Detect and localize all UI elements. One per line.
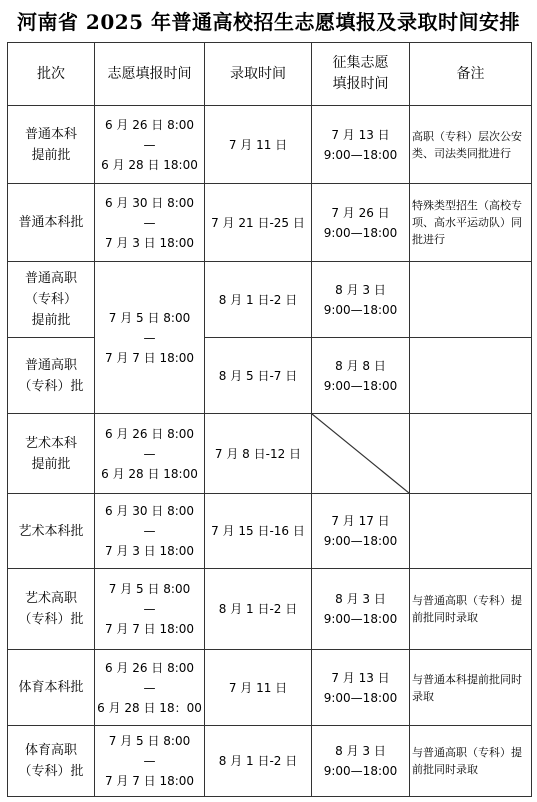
admit-time-cell: 7 月 15 日-16 日: [205, 494, 312, 569]
fill-time-cell: 7 月 5 日 8:00 — 7 月 7 日 18:00: [95, 262, 205, 414]
note-cell: 与普通高职（专科）提前批同时录取: [410, 569, 532, 650]
batch-cell: 艺术本科 提前批: [8, 414, 95, 494]
batch-cell: 普通高职 （专科） 提前批: [8, 262, 95, 338]
admit-time-cell: 8 月 1 日-2 日: [205, 569, 312, 650]
header-admit-time: 录取时间: [205, 43, 312, 106]
fill-time-cell: 6 月 26 日 8:00 — 6 月 28 日 18：00: [95, 650, 205, 726]
table-row: [8, 726, 532, 797]
admit-time-cell: 7 月 8 日-12 日: [205, 414, 312, 494]
solicit-time-cell: 8 月 3 日 9:00—18:00: [312, 569, 410, 650]
admit-time-cell: 7 月 11 日: [205, 106, 312, 184]
table-row: [8, 494, 532, 569]
solicit-time-cell-empty: [312, 414, 410, 494]
admit-time-cell: 8 月 1 日-2 日: [205, 262, 312, 338]
header-row: [8, 43, 532, 106]
table-row: [8, 184, 532, 262]
note-cell: 与普通高职（专科）提前批同时录取: [410, 726, 532, 797]
fill-time-cell: 6 月 30 日 8:00 — 7 月 3 日 18:00: [95, 494, 205, 569]
fill-time-cell: 7 月 5 日 8:00 — 7 月 7 日 18:00: [95, 569, 205, 650]
admit-time-cell: 7 月 21 日-25 日: [205, 184, 312, 262]
table-row: [8, 650, 532, 726]
note-cell: [410, 494, 532, 569]
note-cell: 与普通本科提前批同时录取: [410, 650, 532, 726]
batch-cell: 体育高职 （专科）批: [8, 726, 95, 797]
table-row: [8, 106, 532, 184]
solicit-time-cell: 7 月 26 日 9:00—18:00: [312, 184, 410, 262]
note-cell: 高职（专科）层次公安类、司法类同批进行: [410, 106, 532, 184]
batch-cell: 体育本科批: [8, 650, 95, 726]
solicit-time-cell: 8 月 8 日 9:00—18:00: [312, 338, 410, 414]
header-fill-time: 志愿填报时间: [95, 43, 205, 106]
fill-time-cell: 6 月 26 日 8:00 — 6 月 28 日 18:00: [95, 106, 205, 184]
header-note: 备注: [410, 43, 532, 106]
table-row: [8, 414, 532, 494]
solicit-time-cell: 7 月 13 日 9:00—18:00: [312, 650, 410, 726]
fill-time-cell: 7 月 5 日 8:00 — 7 月 7 日 18:00: [95, 726, 205, 797]
batch-cell: 艺术高职 （专科）批: [8, 569, 95, 650]
fill-time-cell: 6 月 26 日 8:00 — 6 月 28 日 18:00: [95, 414, 205, 494]
solicit-time-cell: 7 月 13 日 9:00—18:00: [312, 106, 410, 184]
note-cell: [410, 414, 532, 494]
header-batch: 批次: [8, 43, 95, 106]
solicit-time-cell: 8 月 3 日 9:00—18:00: [312, 262, 410, 338]
solicit-time-cell: 7 月 17 日 9:00—18:00: [312, 494, 410, 569]
solicit-time-cell: 8 月 3 日 9:00—18:00: [312, 726, 410, 797]
admit-time-cell: 8 月 1 日-2 日: [205, 726, 312, 797]
batch-cell: 普通本科 提前批: [8, 106, 95, 184]
table-row: [8, 569, 532, 650]
admit-time-cell: 8 月 5 日-7 日: [205, 338, 312, 414]
note-cell: [410, 262, 532, 338]
table-row: [8, 262, 532, 338]
admit-time-cell: 7 月 11 日: [205, 650, 312, 726]
note-cell: 特殊类型招生（高校专项、高水平运动队）同批进行: [410, 184, 532, 262]
diagonal-slash: [312, 414, 409, 493]
batch-cell: 普通本科批: [8, 184, 95, 262]
note-cell: [410, 338, 532, 414]
fill-time-cell: 6 月 30 日 8:00 — 7 月 3 日 18:00: [95, 184, 205, 262]
schedule-table: [7, 42, 532, 797]
page-title: 河南省 2025 年普通高校招生志愿填报及录取时间安排: [16, 10, 521, 34]
batch-cell: 普通高职 （专科）批: [8, 338, 95, 414]
table-row: [8, 338, 532, 414]
header-solicit-time: 征集志愿 填报时间: [312, 43, 410, 106]
batch-cell: 艺术本科批: [8, 494, 95, 569]
